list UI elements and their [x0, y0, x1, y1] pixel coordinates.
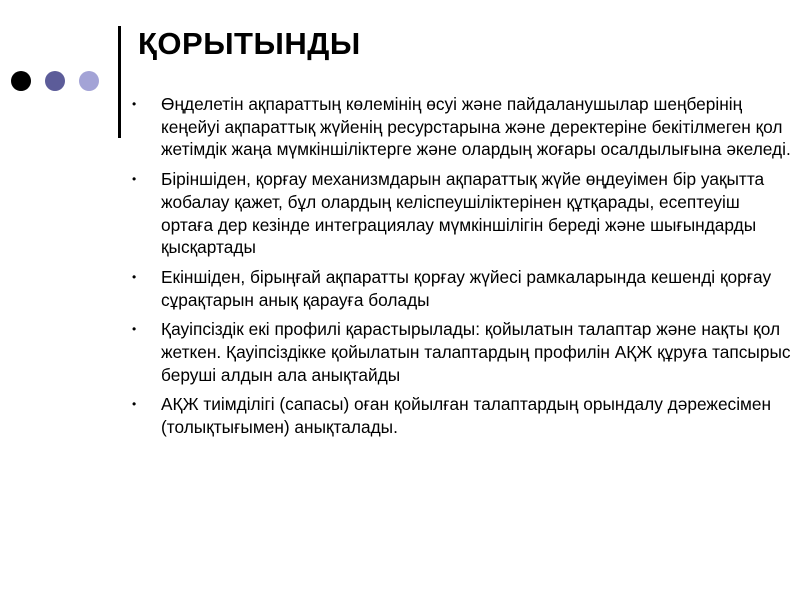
- slide-title: ҚОРЫТЫНДЫ: [138, 26, 361, 61]
- bullet-marker: •: [132, 97, 137, 111]
- bullet-item: [124, 168, 796, 259]
- bullet-text: Екіншіден, бірыңғай ақпаратты қорғау жүйесі рамкаларында кешенді қорғау сұрақтарын анық қарауға болады: [161, 266, 772, 310]
- bullet-text: АҚЖ тиімділігі (сапасы) оған қойылған талаптардың орындалу дәрежесімен (толықтығымен) анықталады.: [161, 394, 772, 438]
- dot-dark-purple: [45, 71, 65, 91]
- bullet-text: Өңделетін ақпараттың көлемінің өсуі және пайдаланушылар шеңберінің кеңейуі ақпараттық жүйенің ресурстарына және деректеріне бекітілмеген қол жетімдік жаңа мүмкіншіліктерге және олардың жоғары осалдылығына әкеледі.: [161, 94, 791, 160]
- bullet-item: [124, 93, 796, 161]
- title-divider-bar: [118, 26, 121, 138]
- bullet-item: [124, 318, 796, 386]
- bullet-list: [124, 93, 796, 446]
- bullet-marker: •: [132, 269, 137, 284]
- bullet-marker: •: [132, 322, 137, 337]
- dot-light-purple: [79, 71, 99, 91]
- bullet-marker: •: [132, 397, 137, 412]
- bullet-marker: •: [132, 172, 137, 187]
- bullet-text: Қауіпсіздік екі профилі қарастырылады: қойылатын талаптар және нақты қол жеткен. Қауіпсіздікке қойылатын талаптардың профилін АҚЖ құруға тапсырыс беруші алдын ала анықтайды: [161, 319, 791, 385]
- bullet-text: Біріншіден, қорғау механизмдарын ақпараттық жүйе өңдеуімен бір уақытта жобалау қажет, бұл олардың келіспеушіліктерінен құтқарады, есептеуіш ортаға дер кезінде интеграциялау мүмкіншілігін береді және шығындарды қысқартады: [161, 169, 765, 258]
- bullet-item: [124, 393, 796, 438]
- decorative-dots: [11, 71, 99, 91]
- bullet-item: [124, 266, 796, 311]
- dot-black: [11, 71, 31, 91]
